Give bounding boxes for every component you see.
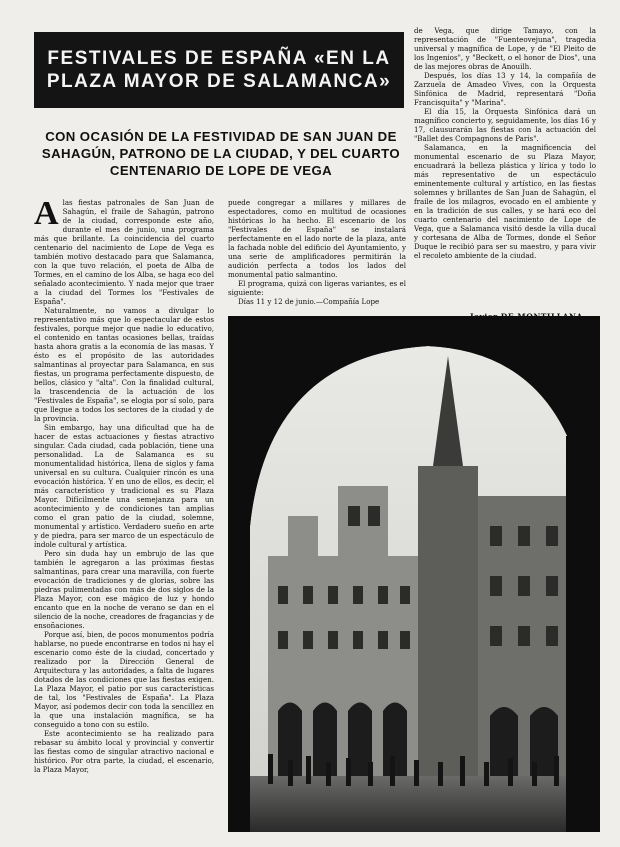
headline: FESTIVALES DE ESPAÑA «EN LA PLAZA MAYOR DE SALAMANCA» (46, 48, 392, 92)
paragraph: Sin embargo, hay una dificultad que ha de hacer de estas actuaciones y fiestas atractivo singular. Cada ciudad, cada población, tiene una personalidad. La de Salamanca es su monumentalidad histórica, llena de siglos y fama universal en su cultura. Cualquier rincón es una evocación histórica. Y en uno de ellos, es decir, el más característico y tradicional es su Plaza Mayor. Difícilmente una semejanza para un acontecimiento y de condiciones tan amplias como el gran patio de la ciudad, solemne, monumental y artístico. Verdadero sueño en arte y de piedra, para ser marco de un espectáculo de índole cultural y artística. (34, 423, 214, 549)
paragraph: de Vega, que dirige Tamayo, con la representación de "Fuenteovejuna", tragedia universal y magnífica de Lope, y de "El Pleito de los Ingenios", y "Beckett, o el honor de Dios", una de las mejores obras de Anouilh. (414, 26, 596, 71)
subheadline: CON OCASIÓN DE LA FESTIVIDAD DE SAN JUAN DE SAHAGÚN, PATRONO DE LA CIUDAD, Y DEL CUARTO CENTENARIO DE LOPE DE VEGA (41, 129, 401, 178)
paragraph: Pero sin duda hay un embrujo de las que también le agregaron a las próximas fiestas salmantinas, para crear una maravilla, con fuerte evocación de tradiciones y de glorias, sobre las piedras pulimentadas con más de dos siglos de la Plaza Mayor, con ese mágico de luz y hondo encanto que en la noche de verano se dan en el silencio de la noche, creadores de fragancias y de ensoñaciones. (34, 549, 214, 630)
paragraph: Porque así, bien, de pocos monumentos podría hablarse, no puede encontrarse en todos ni hay el escenario como éste de la ciudad, concertado y realizado por la Dirección General de Arquitectura y las autoridades, a falta de lugares dotados de las condiciones que las fiestas exigen. La Plaza Mayor, el patio por sus características de tal, los "Festivales de España". La Plaza Mayor, así podemos decir con toda la sencillez en la que una instalación magnífica, se ha conseguido a tono con su estilo. (34, 630, 214, 729)
paragraph: Días 11 y 12 de junio.—Compañía Lope (238, 297, 380, 306)
paragraph (34, 198, 214, 306)
plaza-mayor-photo (228, 316, 600, 832)
article-column-3 (414, 26, 596, 338)
article-column-1 (34, 198, 214, 830)
paragraph: puede congregar a millares y millares de espectadores, como en multitud de ocasiones históricas lo ha hecho. El escenario de los "Festivales de España" se instalará perfectamente en el lado norte de la plaza, ante la fachada noble del edificio del Ayuntamiento, y una serie de amplificadores permitirán la audición perfecta a todos los lados del monumental patio salmantino. (228, 198, 406, 279)
paragraph: El día 15, la Orquesta Sinfónica dará un magnífico concierto y, seguidamente, los días 16 y 17, clausurarán las fiestas con la actuación del "Ballet des Compagnons de Paris". (414, 107, 596, 143)
drop-cap: A (34, 198, 59, 232)
paragraph: Salamanca, en la magnificencia del monumental escenario de su Plaza Mayor, encuadrará la belleza plástica y lírica y todo lo más representativo de un espectáculo eminentemente cultural y artístico, en las fiestas solemnes y brillantes de San Juan de Sahagún, el fraile de los milagros, evocado en el ambiente y en la tradición de sus calles, y se hará eco del cuarto centenario del nacimiento de Lope de Vega, que a Salamanca visitó desde la villa ducal y cortesana de Alba de Tormes, donde el Señor Duque le recibió para ser su maestro, y para vivir el recoleto ambiente de la ciudad. (414, 143, 596, 260)
paragraph: Después, los días 13 y 14, la compañía de Zarzuela de Amadeo Vives, con la Orquesta Sinfónica de Madrid, representará "Doña Francisquita" y "Marina". (414, 71, 596, 107)
plaza-mayor-illustration (228, 316, 600, 832)
paragraph: Este acontecimiento se ha realizado para rebasar su ámbito local y provincial y convertir las fiestas como de singular atractivo nacional e histórico. Por otra parte, la ciudad, el escenario, la Plaza Mayor, (34, 729, 214, 774)
paragraph: Naturalmente, no vamos a divulgar lo representativo más que lo espectacular de estos festivales, porque mejor que nadie lo educativo, el contenido en tantas ocasiones bellas, traídas hasta ahora gratis a la economía de las masas. Y ésto es el propósito de las autoridades salmantinas al proyectar para Salamanca, en sus fiestas, un programa perfectamente dispuesto, de bellos, clásico y "alta". Con la finalidad cultural, la trascendencia de la actuación de los "Festivales de España", se elogia por sí solo, para que llegue a todos los sectores de la ciudad y de la provincia. (34, 306, 214, 423)
foreground-column (566, 436, 600, 832)
article-column-2 (228, 198, 406, 308)
paragraph: El programa, quizá con ligeras variantes, es el siguiente: (228, 279, 406, 297)
headline-banner (34, 32, 404, 108)
paragraph-text: las fiestas patronales de San Juan de Sahagún, el fraile de Sahagún, patrono de la ciudad, corresponde este año, durante el mes de junio, una programa más que brillante. La coincidencia del cuarto centenario del nacimiento de Lope de Vega es también motivo destacado para que Salamanca, con la que tuvo relación, el poeta de Alba de Tormes, en el camino de los Alba, se haga eco del señalado acontecimiento. Y nada mejor que traer a la ciudad del Tormes los "Festivales de España". (34, 198, 214, 306)
